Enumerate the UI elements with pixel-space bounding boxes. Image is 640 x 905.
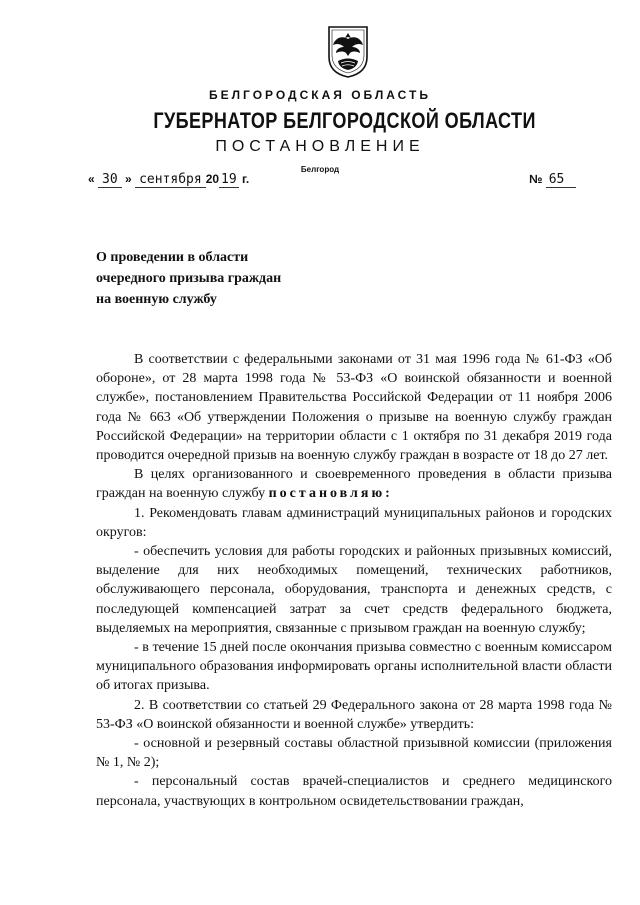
number-value: 65 (546, 172, 577, 188)
number-label: № (529, 172, 543, 186)
resolution-text: В целях организованного и своевременного проведения в области призыва граждан на военную службу (96, 467, 612, 502)
resolution-keyword: постановляю: (268, 486, 393, 502)
paragraph-preamble: В соответствии с федеральными законами от 31 мая 1996 года № 61-ФЗ «Об обороне», от 28 марта 1998 года № 53-ФЗ «О воинской обязанности и военной службе», постановлением Правительства Российской Федерации от 11 ноября 2006 года № 663 «Об утверждении Положения о призыве на военную службу граждан Российской Федерации» на территории области с 1 октября по 31 декабря 2019 года проводится очередной призыв на военную службу граждан в возрасте от 18 до 27 лет. (96, 352, 612, 464)
date-close-quote: » (125, 172, 132, 186)
decree-body (96, 350, 612, 811)
date-day: 30 (98, 172, 122, 188)
paragraph-item-1-bullet-1: - обеспечить условия для работы городских и районных призывных комиссий, выделение для них необходимых помещений, технических работников, обслуживающего персонала, оборудования, транспорта и денежных средств, с последующей компенсацией затрат за счет средств федерального бюджета, выделяемых на мероприятия, связанные с призывом граждан на военную службу; (96, 544, 612, 636)
governor-title: ГУБЕРНАТОР БЕЛГОРОДСКОЙ ОБЛАСТИ (153, 108, 536, 133)
title-line: очередного призыва граждан (96, 271, 282, 286)
city-name: Белгород (300, 165, 340, 174)
title-line: на военную службу (96, 292, 217, 307)
paragraph-item-2-bullet-1: - основной и резервный составы областной призывной комиссии (приложения № 1, № 2); (96, 736, 612, 771)
decree-number (529, 172, 576, 187)
date-year-prefix: 20 (205, 172, 220, 186)
paragraph-item-2-bullet-2: - персональный состав врачей-специалистов и среднего медицинского персонала, участвующих в контрольном освидетельствовании граждан, (96, 774, 612, 809)
title-line: О проведении в области (96, 250, 249, 265)
paragraph-item-1-bullet-2: - в течение 15 дней после окончания призыва совместно с военным комиссаром муниципального образования информировать органы исполнительной власти области об итогах призыва. (96, 640, 612, 694)
coat-of-arms-emblem (327, 25, 369, 79)
paragraph-resolution (96, 465, 612, 503)
document-type: ПОСТАНОВЛЕНИЕ (215, 138, 425, 155)
date-open-quote: « (88, 172, 95, 186)
date-year-unit: г. (242, 172, 250, 186)
decree-date (88, 172, 249, 187)
decree-title (96, 247, 281, 310)
date-year-suffix: 19 (221, 172, 237, 187)
paragraph-item-1: 1. Рекомендовать главам администраций муниципальных районов и городских округов: (96, 505, 612, 540)
paragraph-item-2: 2. В соответствии со статьей 29 Федерального закона от 28 марта 1998 года № 53-ФЗ «О воинской обязанности и военной службе» утвердить: (96, 697, 612, 732)
date-month: сентября (135, 172, 206, 188)
region-name: БЕЛГОРОДСКАЯ ОБЛАСТЬ (209, 88, 431, 102)
